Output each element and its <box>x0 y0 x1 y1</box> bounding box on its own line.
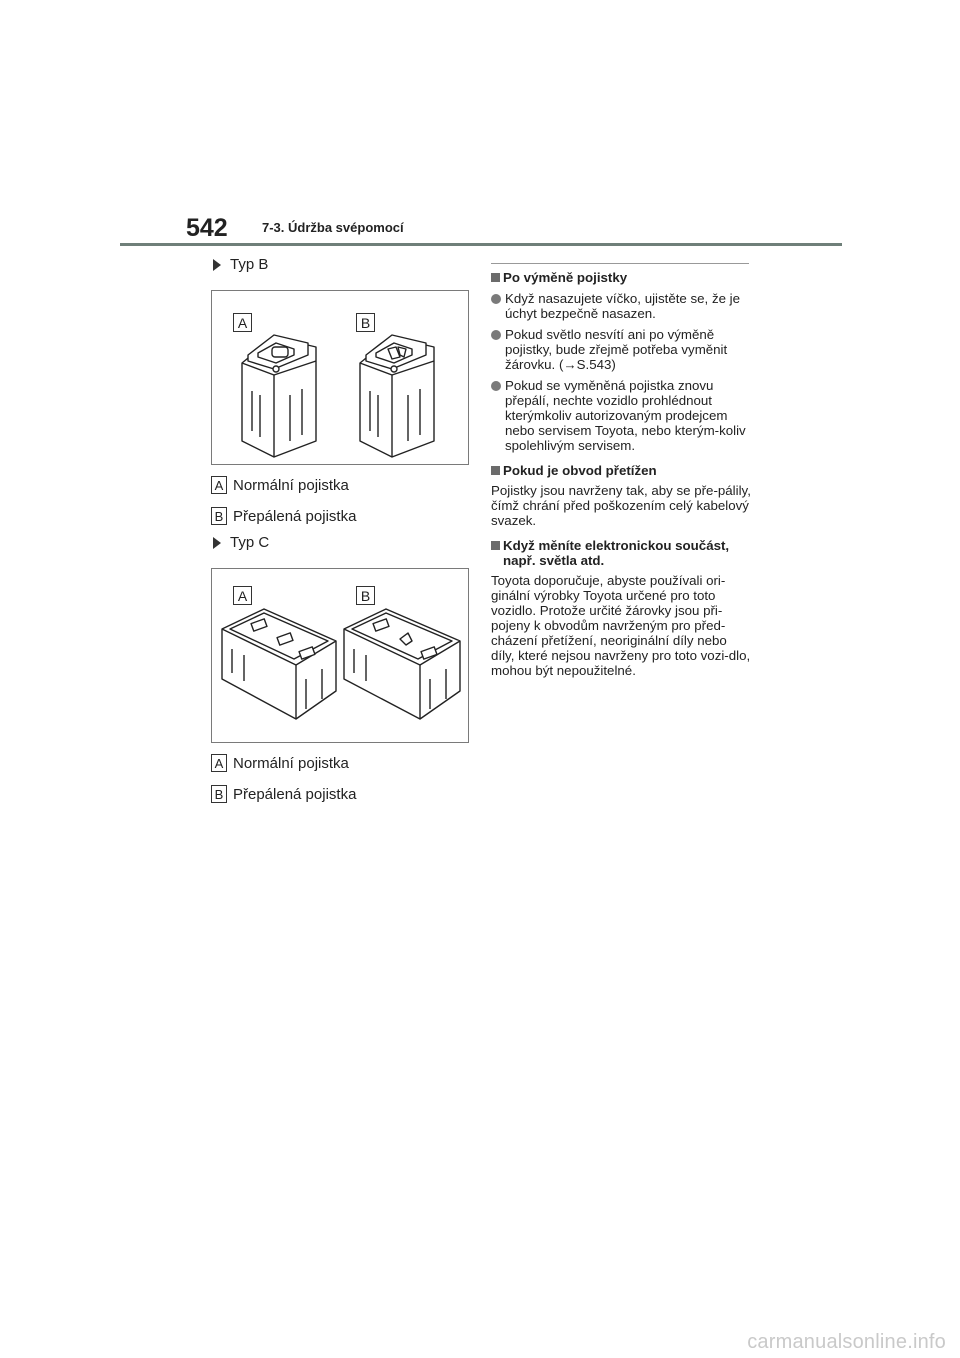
legend-item-a <box>211 476 349 494</box>
figure-label-a: A <box>233 586 252 605</box>
list-item <box>491 291 753 321</box>
normal-fuse-c-icon <box>222 609 336 719</box>
legend-text-a: Normální pojistka <box>233 476 349 494</box>
figure-label-a: A <box>233 313 252 332</box>
type-c-heading <box>213 534 269 551</box>
legend-text-b: Přepálená pojistka <box>233 785 357 803</box>
round-bullet-icon <box>491 381 501 391</box>
legend-item-a <box>211 754 349 772</box>
list-item-text: Pokud světlo nesvítí ani po výměně pojistky, bude zřejmě potřeba vyměnit žárovku. (→S.543) <box>505 327 728 372</box>
type-b-heading-text: Typ B <box>230 256 269 273</box>
header-rule <box>120 243 842 246</box>
round-bullet-icon <box>491 294 501 304</box>
section-title: 7-3. Údržba svépomocí <box>262 220 404 235</box>
round-bullet-icon <box>491 330 501 340</box>
legend-item-b <box>211 785 356 803</box>
blown-fuse-b-icon <box>360 335 434 457</box>
legend-badge-a: A <box>211 476 227 494</box>
type-b-figure <box>211 290 469 465</box>
watermark: carmanualsonline.info <box>747 1331 946 1353</box>
list-item <box>491 327 753 372</box>
list-item-text: Pokud se vyměněná pojistka znovu přepálí, nechte vozidlo prohlédnout kterýmkoliv autorizovaným prodejcem nebo servisem Toyota, nebo kterým-koliv spolehlivým servisem. <box>505 378 746 453</box>
paragraph: Toyota doporučuje, abyste používali ori-ginální výrobky Toyota určené pro toto vozidlo. Protože určité žárovky jsou při-pojeny k obvodům navrženým pro před-cházení přetížení, neoriginální díly nebo díly, které nejsou navrženy pro toto vozi-dlo, mohou být nepoužitelné. <box>491 573 751 678</box>
right-column-rule <box>491 263 749 264</box>
section-heading-text: Pokud je obvod přetížen <box>503 463 657 478</box>
figure-label-b: B <box>356 313 375 332</box>
blown-fuse-c-icon <box>344 609 460 719</box>
section-heading <box>491 463 753 478</box>
section-heading-text: Když měníte elektronickou součást, např. světla atd. <box>503 538 730 568</box>
right-column <box>491 270 753 678</box>
type-c-heading-text: Typ C <box>230 534 270 551</box>
type-b-heading <box>213 256 268 273</box>
section-heading-text: Po výměně pojistky <box>503 270 628 285</box>
triangle-bullet-icon <box>213 259 221 271</box>
type-c-figure <box>211 568 469 743</box>
square-bullet-icon <box>491 541 500 550</box>
section-heading <box>491 270 753 285</box>
figure-label-b: B <box>356 586 375 605</box>
square-bullet-icon <box>491 466 500 475</box>
normal-fuse-b-icon <box>242 335 316 457</box>
list-item-text: Když nasazujete víčko, ujistěte se, že je úchyt bezpečně nasazen. <box>505 291 741 321</box>
section-heading <box>491 538 753 568</box>
type-c-fuses-illustration <box>212 569 468 742</box>
legend-text-a: Normální pojistka <box>233 754 349 772</box>
legend-badge-b: B <box>211 785 227 803</box>
legend-item-b <box>211 507 356 525</box>
legend-badge-b: B <box>211 507 227 525</box>
legend-badge-a: A <box>211 754 227 772</box>
list-item <box>491 378 753 453</box>
page-number: 542 <box>186 214 228 242</box>
paragraph: Pojistky jsou navrženy tak, aby se pře-pálily, čímž chrání před poškozením celý kabelový svazek. <box>491 483 751 528</box>
legend-text-b: Přepálená pojistka <box>233 507 357 525</box>
triangle-bullet-icon <box>213 537 221 549</box>
square-bullet-icon <box>491 273 500 282</box>
type-b-fuses-illustration <box>212 291 468 464</box>
